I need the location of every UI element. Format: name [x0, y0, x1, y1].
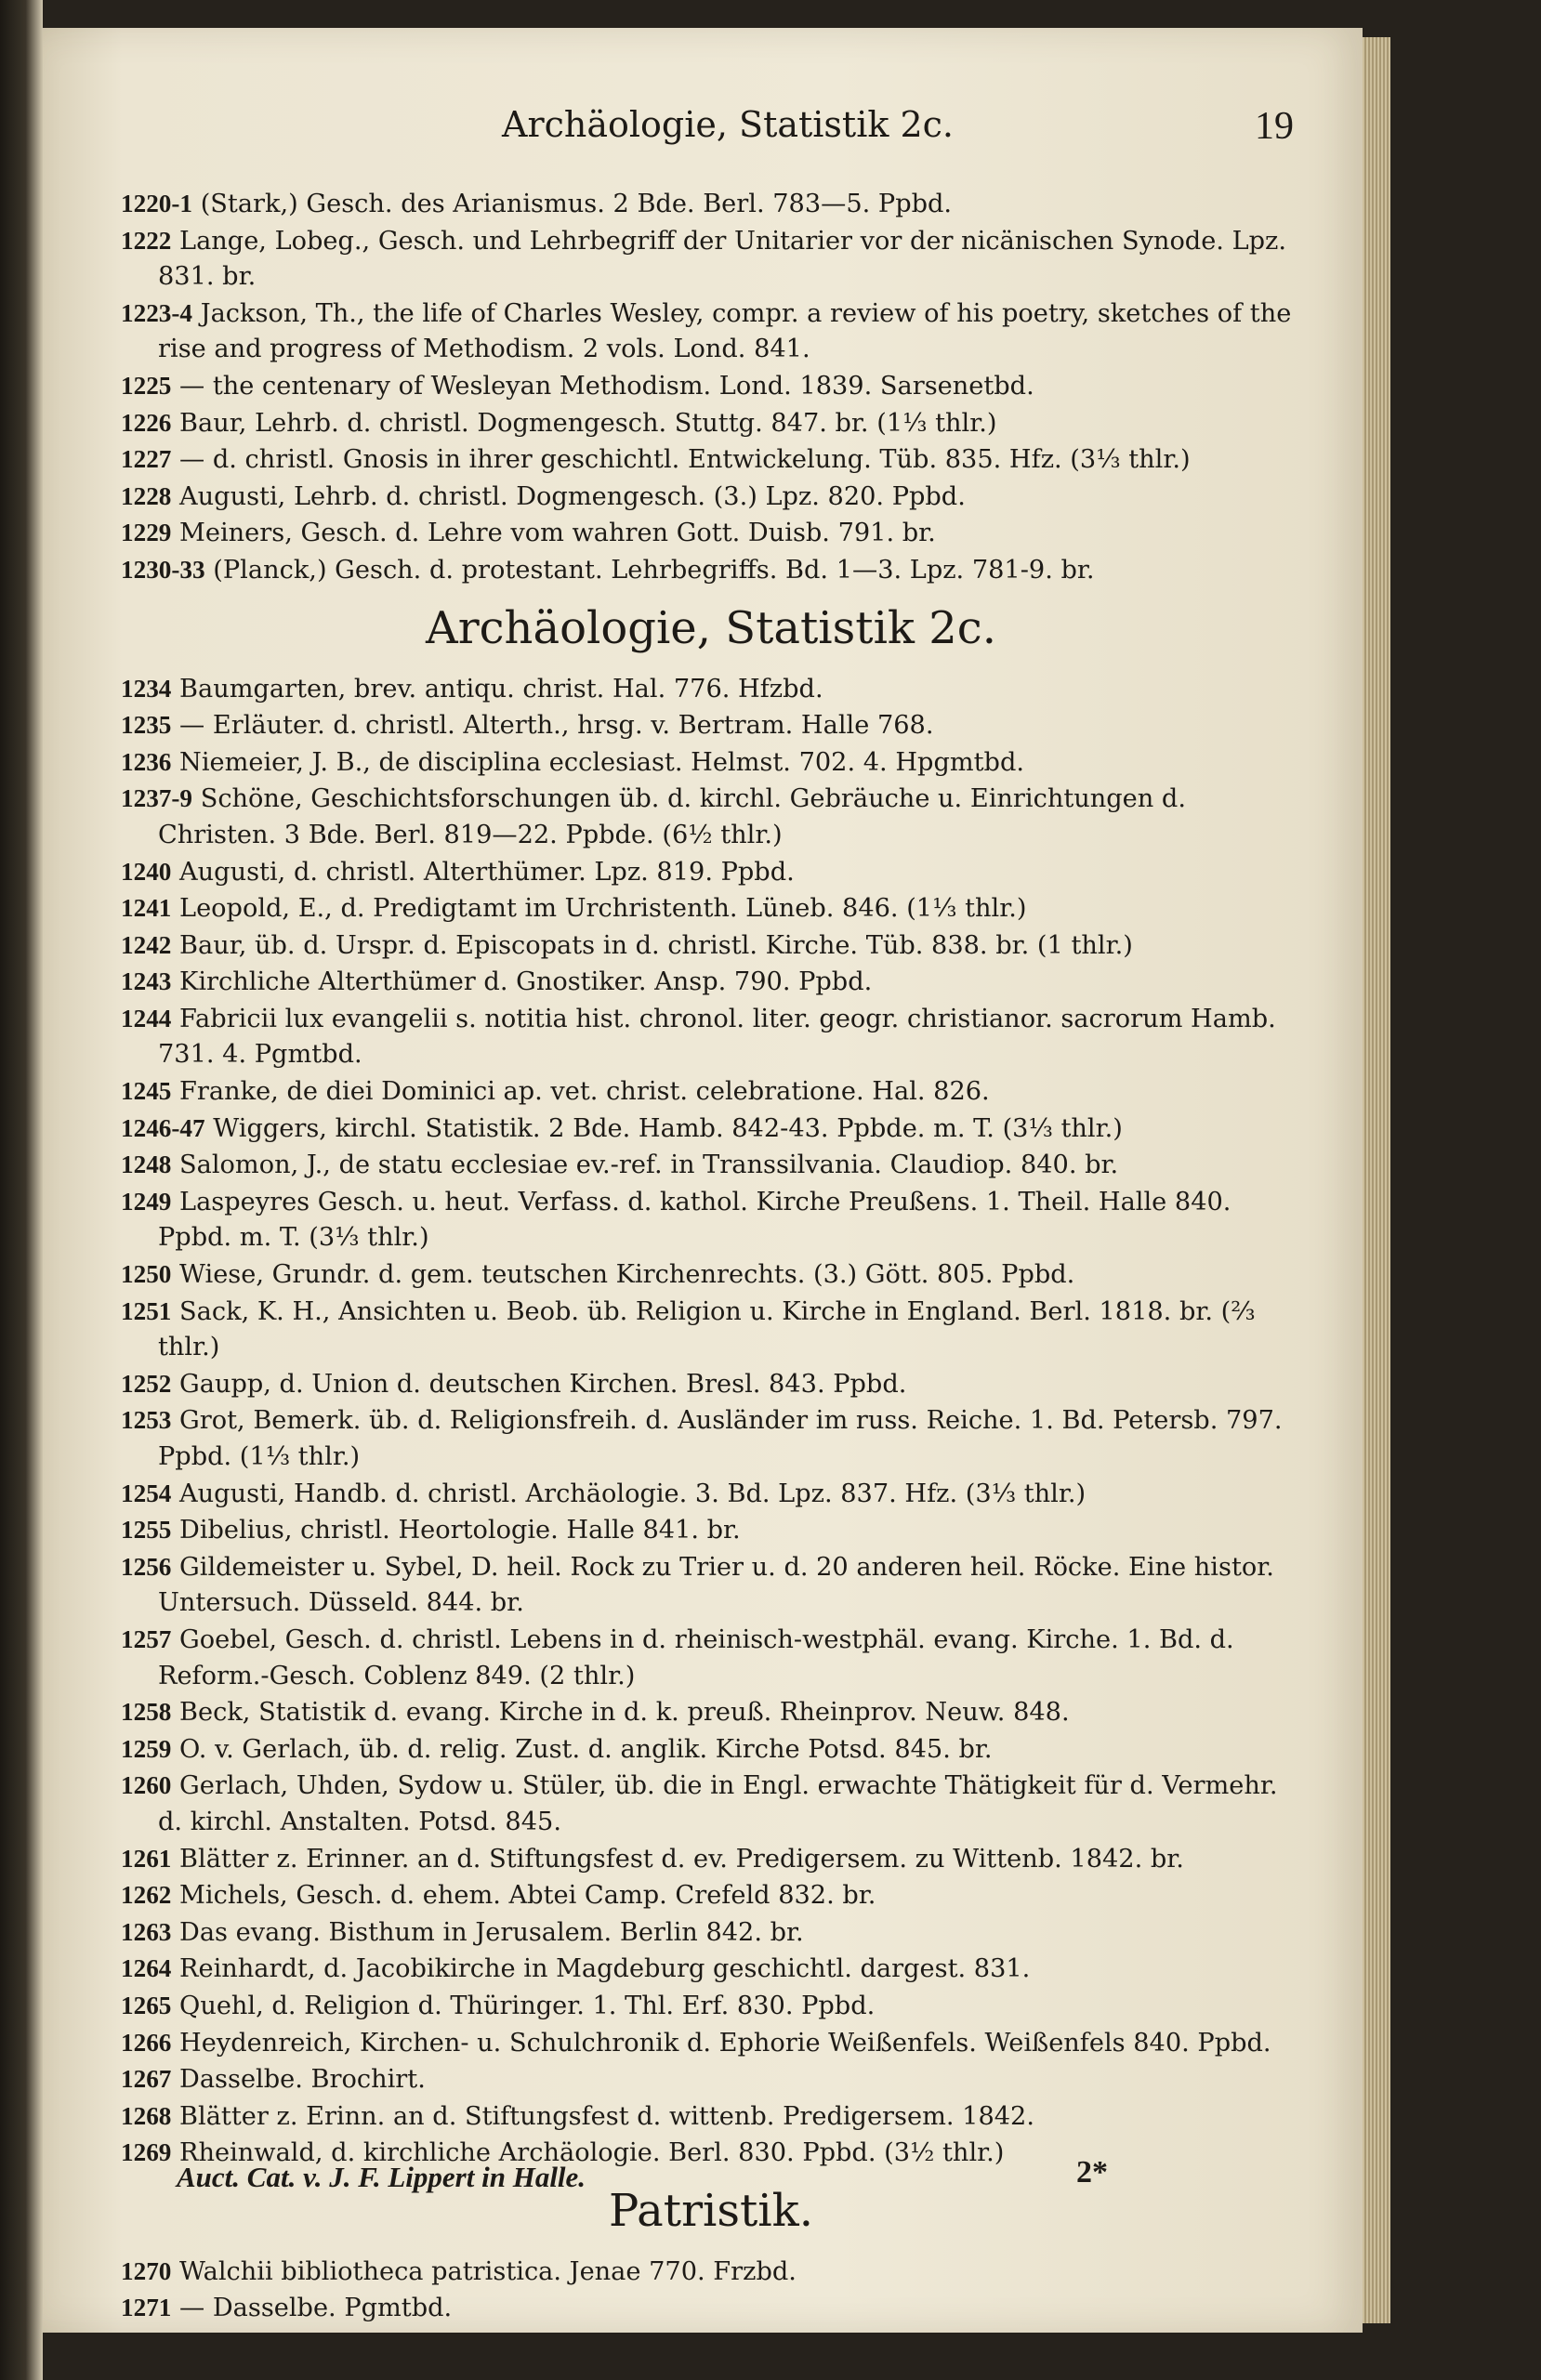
entry-number: 1246-47 — [121, 1113, 205, 1142]
entry-number: 1237-9 — [121, 784, 193, 813]
entry-text: Lange, Lobeg., Gesch. und Lehrbegriff der Unitarier vor der nicänischen Synode. Lpz. 831. br. — [158, 226, 1287, 292]
catalog-entry — [121, 223, 1301, 296]
entry-number: 1270 — [121, 2256, 172, 2285]
entry-text: Sack, K. H., Ansichten u. Beob. üb. Religion u. Kirche in England. Berl. 1818. br. (⅔ thlr.) — [158, 1296, 1256, 1362]
catalog-entry — [121, 1256, 1301, 1294]
entry-number: 1269 — [121, 2138, 172, 2167]
entry-text: O. v. Gerlach, üb. d. relig. Zust. d. anglik. Kirche Potsd. 845. br. — [179, 1734, 993, 1764]
catalog-entry — [121, 2254, 1301, 2291]
entry-number: 1250 — [121, 1260, 172, 1289]
entry-text: Rheinwald, d. kirchliche Archäologie. Berl. 830. Ppbd. (3½ thlr.) — [179, 2138, 1005, 2168]
entry-text: Blätter z. Erinn. an d. Stiftungsfest d. wittenb. Predigersem. 1842. — [179, 2101, 1034, 2131]
entry-number: 1254 — [121, 1479, 172, 1507]
entry-text: Gaupp, d. Union d. deutschen Kirchen. Bresl. 843. Ppbd. — [179, 1369, 907, 1399]
entry-number: 1223-4 — [121, 298, 193, 327]
entry-number: 1267 — [121, 2065, 172, 2094]
entry-text: Beck, Statistik d. evang. Kirche in d. k. preuß. Rheinprov. Neuw. 848. — [179, 1698, 1070, 1728]
entry-text: (Stark,) Gesch. des Arianismus. 2 Bde. Berl. 783—5. Ppbd. — [200, 190, 953, 218]
entry-number: 1244 — [121, 1004, 172, 1032]
catalog-entry — [121, 1476, 1301, 1513]
entry-text: Blätter z. Erinner. an d. Stiftungsfest d. ev. Predigersem. zu Wittenb. 1842. br. — [179, 1844, 1184, 1874]
entry-text: — the centenary of Wesleyan Methodism. Lond. 1839. Sarsenetbd. — [179, 371, 1034, 401]
entry-number: 1265 — [121, 1991, 172, 2019]
running-title: Archäologie, Statistik 2c. — [502, 104, 955, 145]
catalog-entry — [121, 2025, 1301, 2062]
catalog-entry — [121, 1841, 1301, 1878]
entry-text: Jackson, Th., the life of Charles Wesley, compr. a review of his poetry, sketches of the rise and progress of Methodism. 2 vols. Lond. 841. — [158, 298, 1292, 364]
entry-number: 1242 — [121, 930, 172, 959]
entry-number: 1271 — [121, 2294, 172, 2322]
entry-text: Kirchliche Alterthümer d. Gnostiker. Ansp. 790. Ppbd. — [179, 967, 873, 997]
entry-number: 1262 — [121, 1881, 172, 1910]
catalog-entry — [121, 1402, 1301, 1475]
catalog-entry — [121, 1147, 1301, 1184]
catalog-entry — [121, 2290, 1301, 2327]
catalog-entry — [121, 368, 1301, 405]
entry-number: 1229 — [121, 519, 172, 547]
entry-text: Salomon, J., de statu ecclesiae ev.-ref. in Transsilvania. Claudiop. 840. br. — [179, 1151, 1119, 1180]
footer-imprint: Auct. Cat. v. J. F. Lippert in Halle. — [177, 2161, 586, 2193]
entry-number: 1264 — [121, 1954, 172, 1983]
catalog-entry — [121, 1549, 1301, 1622]
entry-number: 1258 — [121, 1698, 172, 1727]
entry-text: Dasselbe. Brochirt. — [179, 2065, 426, 2095]
catalog-entry — [121, 890, 1301, 927]
fore-edge — [1363, 37, 1390, 2323]
catalog-entry — [121, 854, 1301, 891]
catalog-entry — [121, 1073, 1301, 1111]
entry-text: Goebel, Gesch. d. christl. Lebens in d. rheinisch-westphäl. evang. Kirche. 1. Bd. d. Reform.-Gesch. Coblenz 849. (2 thlr.) — [158, 1624, 1234, 1690]
entry-number: 1234 — [121, 674, 172, 703]
entry-number: 1235 — [121, 711, 172, 740]
entry-text: Laspeyres Gesch. u. heut. Verfass. d. kathol. Kirche Preußens. 1. Theil. Halle 840. Ppbd. m. T. (3⅓ thlr.) — [158, 1187, 1231, 1253]
catalog-entry — [121, 1001, 1301, 1073]
catalog-entry — [121, 1294, 1301, 1366]
entry-number: 1251 — [121, 1296, 172, 1325]
catalog-entry — [121, 1366, 1301, 1403]
catalog-entry — [121, 1988, 1301, 2025]
catalog-text — [121, 186, 1301, 2327]
catalog-entry — [121, 744, 1301, 782]
entry-text: — d. christl. Gnosis in ihrer geschichtl. Entwickelung. Tüb. 835. Hfz. (3⅓ thlr.) — [179, 445, 1191, 475]
catalog-entry — [121, 927, 1301, 965]
entry-text: Fabricii lux evangelii s. notitia hist. chronol. liter. geogr. christianor. sacrorum Hamb. 731. 4. Pgmtbd. — [158, 1004, 1276, 1070]
entry-text: Michels, Gesch. d. ehem. Abtei Camp. Crefeld 832. br. — [179, 1881, 876, 1911]
entry-number: 1263 — [121, 1917, 172, 1946]
catalog-entry — [121, 2061, 1301, 2098]
catalog-entry — [121, 405, 1301, 442]
entry-text: — Dasselbe. Pgmtbd. — [179, 2294, 453, 2323]
entry-number: 1257 — [121, 1624, 172, 1653]
catalog-entry — [121, 1914, 1301, 1952]
catalog-entry — [121, 1768, 1301, 1840]
catalog-entry — [121, 1622, 1301, 1694]
entry-number: 1249 — [121, 1187, 172, 1216]
entry-text: Gildemeister u. Sybel, D. heil. Rock zu Trier u. d. 20 anderen heil. Röcke. Eine histor. Untersuch. Düsseld. 844. br. — [158, 1552, 1274, 1618]
catalog-entry — [121, 1951, 1301, 1988]
catalog-entry — [121, 964, 1301, 1001]
entry-text: Augusti, Lehrb. d. christl. Dogmengesch. (3.) Lpz. 820. Ppbd. — [179, 481, 966, 511]
entry-text: Meiners, Gesch. d. Lehre vom wahren Gott. Duisb. 791. br. — [179, 519, 936, 548]
entry-text: Schöne, Geschichtsforschungen üb. d. kirchl. Gebräuche u. Einrichtungen d. Christen. 3 Bde. Berl. 819—22. Ppbde. (6½ thlr.) — [158, 784, 1186, 849]
entry-text: Reinhardt, d. Jacobikirche in Magdeburg geschichtl. dargest. 831. — [179, 1954, 1031, 1984]
catalog-entry — [121, 2098, 1301, 2136]
catalog-entry — [121, 707, 1301, 744]
catalog-entry — [121, 781, 1301, 853]
catalog-entry — [121, 1512, 1301, 1549]
entry-text: (Planck,) Gesch. d. protestant. Lehrbegriffs. Bd. 1—3. Lpz. 781-9. br. — [213, 555, 1095, 585]
entry-number: 1260 — [121, 1771, 172, 1800]
catalog-entry — [121, 1877, 1301, 1914]
entry-number: 1266 — [121, 2028, 172, 2057]
entry-number: 1236 — [121, 747, 172, 776]
entry-number: 1226 — [121, 408, 172, 437]
catalog-entry — [121, 1184, 1301, 1256]
entry-text: Augusti, Handb. d. christl. Archäologie. 3. Bd. Lpz. 837. Hfz. (3⅓ thlr.) — [179, 1479, 1087, 1508]
entry-number: 1228 — [121, 481, 172, 510]
entry-text: Walchii bibliotheca patristica. Jenae 770. Frzbd. — [179, 2256, 797, 2286]
entry-number: 1243 — [121, 967, 172, 996]
entry-list-2 — [121, 671, 1301, 2172]
catalog-entry — [121, 479, 1301, 516]
entry-text: Baumgarten, brev. antiqu. christ. Hal. 776. Hfzbd. — [179, 674, 823, 703]
entry-text: Baur, Lehrb. d. christl. Dogmengesch. Stuttg. 847. br. (1⅓ thlr.) — [179, 408, 997, 438]
entry-list-1 — [121, 186, 1301, 589]
entry-number: 1241 — [121, 894, 172, 923]
signature-mark: 2* — [1076, 2155, 1108, 2189]
entry-number: 1255 — [121, 1516, 172, 1545]
entry-list-3 — [121, 2254, 1301, 2327]
entry-text: Augusti, d. christl. Alterthümer. Lpz. 819. Ppbd. — [179, 857, 795, 887]
catalog-entry — [121, 1731, 1301, 1769]
entry-number: 1259 — [121, 1734, 172, 1763]
entry-number: 1230-33 — [121, 555, 205, 584]
entry-number: 1220-1 — [121, 190, 193, 217]
catalog-entry — [121, 186, 1301, 223]
entry-text: Baur, üb. d. Urspr. d. Episcopats in d. christl. Kirche. Tüb. 838. br. (1 thlr.) — [179, 930, 1133, 960]
page-number: 19 — [1255, 105, 1294, 148]
entry-text: Leopold, E., d. Predigtamt im Urchristenth. Lüneb. 846. (1⅓ thlr.) — [179, 894, 1027, 924]
entry-number: 1222 — [121, 226, 172, 255]
entry-number: 1245 — [121, 1077, 172, 1106]
entry-number: 1253 — [121, 1406, 172, 1435]
catalog-entry — [121, 441, 1301, 479]
entry-text: Heydenreich, Kirchen- u. Schulchronik d. Ephorie Weißenfels. Weißenfels 840. Ppbd. — [179, 2028, 1271, 2058]
catalog-entry — [121, 1111, 1301, 1148]
catalog-entry — [121, 1694, 1301, 1731]
catalog-entry — [121, 552, 1301, 589]
section-heading-archaeology: Archäologie, Statistik 2c. — [426, 601, 996, 654]
entry-number: 1261 — [121, 1844, 172, 1873]
catalog-entry — [121, 515, 1301, 552]
left-page-edge — [0, 0, 43, 2380]
entry-text: Dibelius, christl. Heortologie. Halle 841. br. — [179, 1516, 741, 1545]
section-heading-patristik: Patristik. — [609, 2184, 813, 2237]
catalog-entry — [121, 671, 1301, 708]
entry-text: — Erläuter. d. christl. Alterth., hrsg. v. Bertram. Halle 768. — [179, 711, 934, 741]
entry-text: Gerlach, Uhden, Sydow u. Stüler, üb. die in Engl. erwachte Thätigkeit für d. Vermehr. d. kirchl. Anstalten. Potsd. 845. — [158, 1771, 1278, 1836]
page-footer — [177, 2155, 1152, 2194]
entry-number: 1227 — [121, 445, 172, 474]
catalog-entry — [121, 296, 1301, 368]
entry-text: Wiese, Grundr. d. gem. teutschen Kirchenrechts. (3.) Gött. 805. Ppbd. — [179, 1260, 1075, 1290]
entry-number: 1252 — [121, 1369, 172, 1398]
entry-number: 1268 — [121, 2101, 172, 2130]
entry-text: Quehl, d. Religion d. Thüringer. 1. Thl. Erf. 830. Ppbd. — [179, 1991, 876, 2020]
entry-number: 1240 — [121, 857, 172, 886]
entry-text: Das evang. Bisthum in Jerusalem. Berlin 842. br. — [179, 1917, 804, 1947]
entry-text: Wiggers, kirchl. Statistik. 2 Bde. Hamb. 842-43. Ppbde. m. T. (3⅓ thlr.) — [213, 1113, 1123, 1143]
entry-number: 1248 — [121, 1151, 172, 1179]
entry-number: 1225 — [121, 371, 172, 400]
entry-text: Niemeier, J. B., de disciplina ecclesiast. Helmst. 702. 4. Hpgmtbd. — [179, 747, 1025, 777]
entry-number: 1256 — [121, 1552, 172, 1581]
entry-text: Grot, Bemerk. üb. d. Religionsfreih. d. Ausländer im russ. Reiche. 1. Bd. Petersb. 797. Ppbd. (1⅓ thlr.) — [158, 1406, 1283, 1471]
entry-text: Franke, de diei Dominici ap. vet. christ. celebratione. Hal. 826. — [179, 1077, 990, 1107]
